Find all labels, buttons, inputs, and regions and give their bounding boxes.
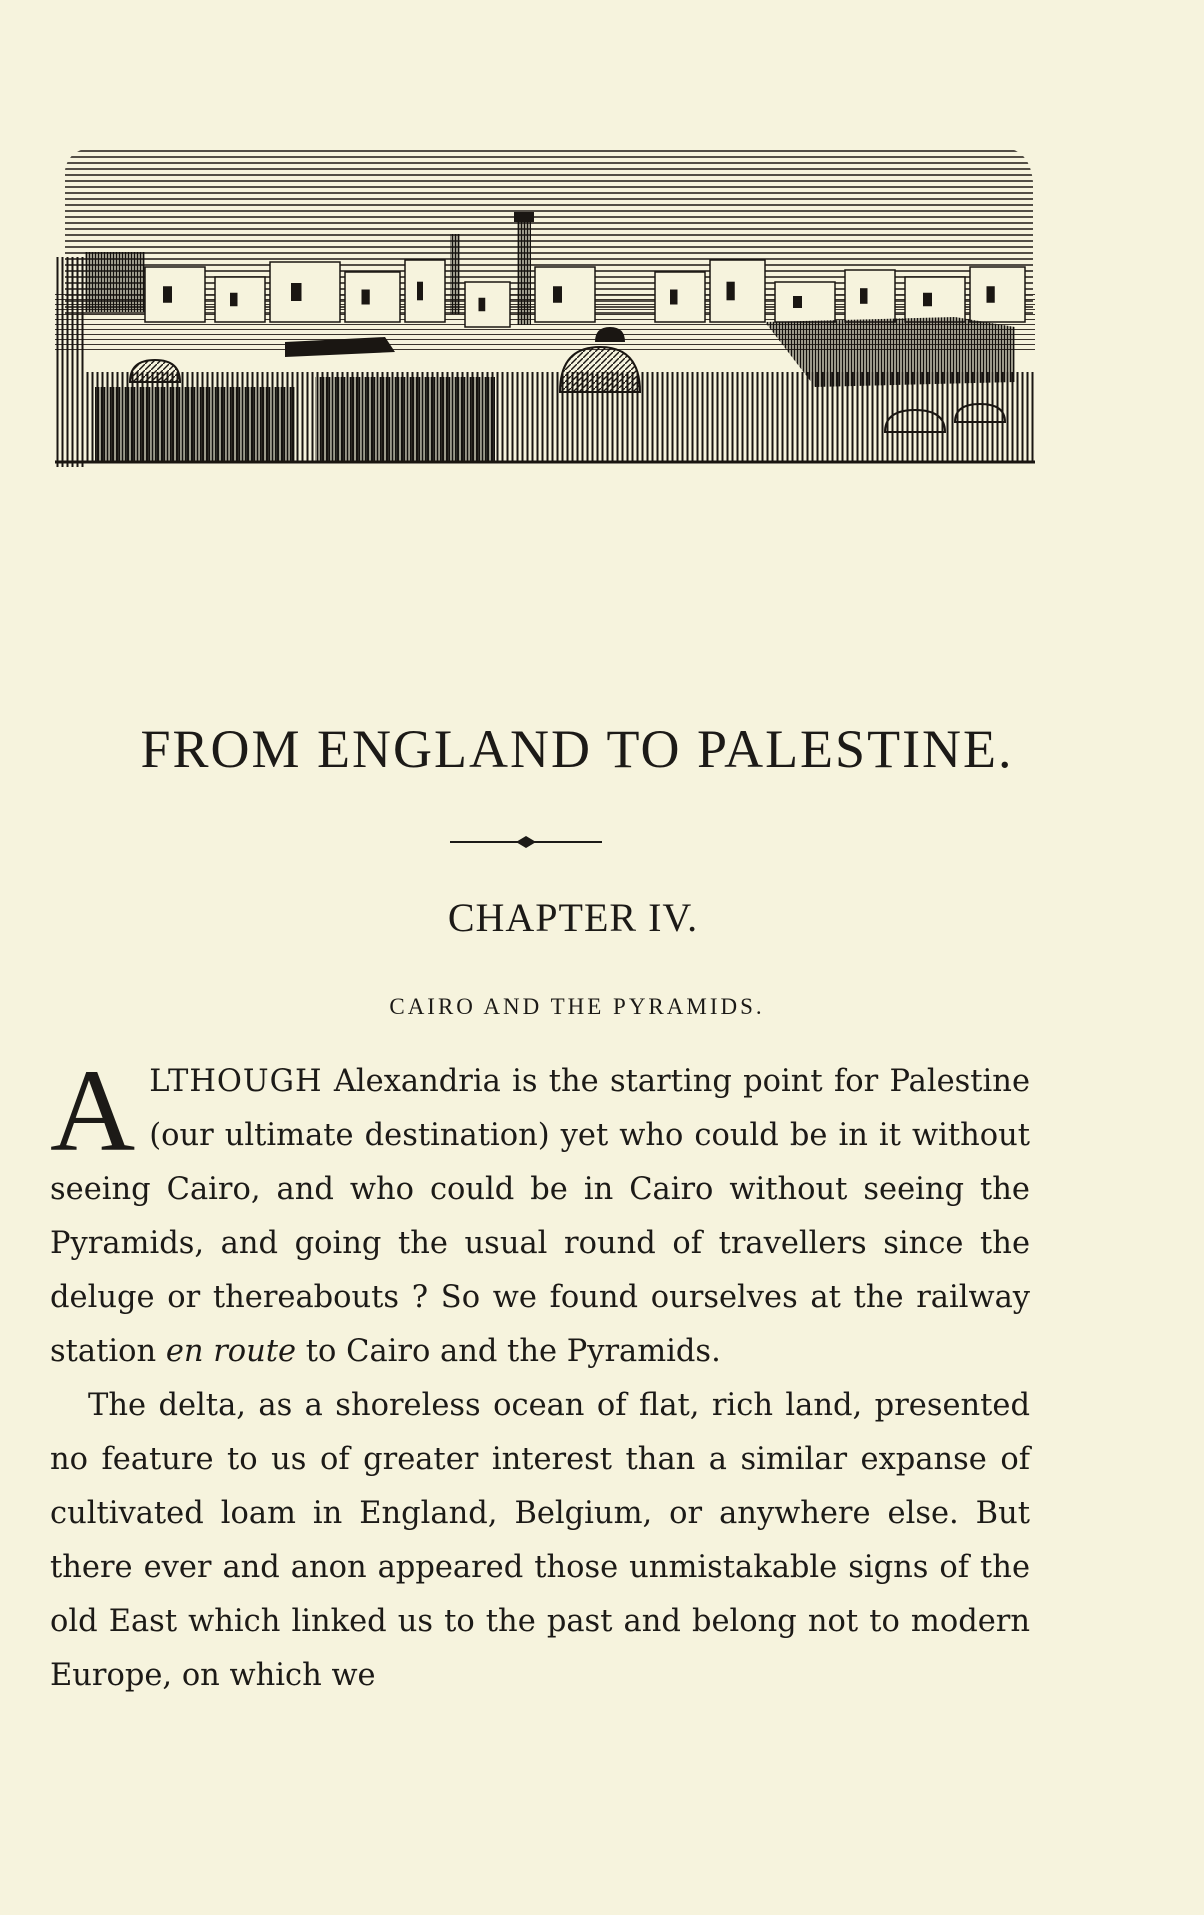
drop-cap: A (50, 1045, 136, 1176)
paragraph-1-text: Alexandria is the starting point for Palestine (our ultimate destination) yet who could be in it without seeing Cairo, and who could be in Cairo without seeing the Pyramids, and going the usual round of travellers since the deluge or thereabouts ? So we found ourselves at the railway station (50, 1064, 1030, 1369)
paragraph-1 (50, 1045, 1030, 1379)
italic-phrase: en route (165, 1334, 297, 1369)
book-title: FROM ENGLAND TO PALESTINE. (140, 719, 1014, 779)
city-skyline-engraving-icon (55, 142, 1035, 467)
paragraph-2: The delta, as a shoreless ocean of flat, rich land, presented no feature to us of greater interest than a similar expanse of cultivated loam in England, Belgium, or anywhere else. But there ever and anon appeared those unmistakable signs of the old East which linked us to the past and belong not to modern Europe, on which we (50, 1388, 1030, 1693)
chapter-subtitle: CAIRO AND THE PYRAMIDS. (389, 994, 765, 1019)
paragraph-1-end: to Cairo and the Pyramids. (296, 1334, 721, 1369)
chapter-number: CHAPTER IV. (447, 895, 699, 940)
ornament-divider-icon (450, 832, 602, 852)
first-word: LTHOUGH (149, 1064, 323, 1099)
body-text (50, 1045, 1030, 1703)
